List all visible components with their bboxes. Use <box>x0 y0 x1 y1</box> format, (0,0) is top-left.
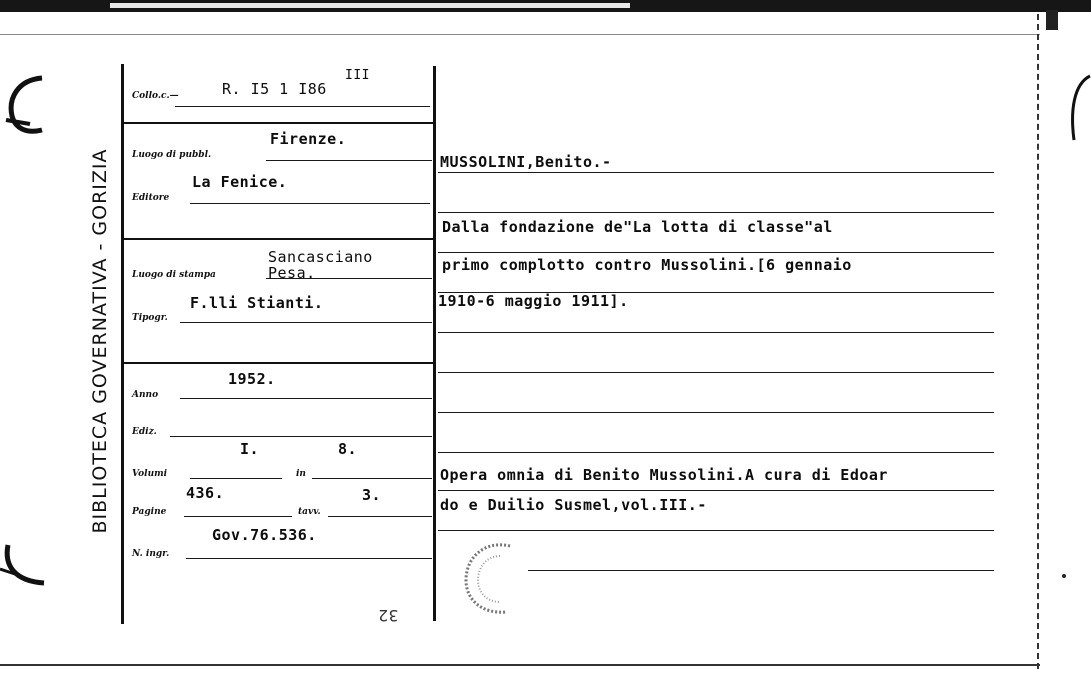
collocazione-value: R. I5 1 I86 <box>222 80 327 98</box>
series-line-2: do e Duilio Susmel,vol.III.- <box>440 496 707 514</box>
section-rule-3 <box>124 362 436 364</box>
editore-label: Editore <box>132 193 170 203</box>
rule-in <box>312 478 432 479</box>
volumi-value: I. <box>240 440 260 458</box>
in-value: 8. <box>338 440 358 458</box>
card-top-border <box>0 34 1040 35</box>
punch-hole-left-top-icon <box>0 70 60 140</box>
left-column-left-rule <box>121 64 124 624</box>
section-rule-2 <box>124 238 436 240</box>
card-right-border <box>1037 14 1039 669</box>
right-rule-6 <box>438 372 994 373</box>
tipogr-label: Tipogr. <box>132 313 168 323</box>
ediz-label: Ediz. <box>132 427 157 437</box>
rule-anno <box>180 398 432 399</box>
rule-tipogr <box>180 322 432 323</box>
bottom-mark: 32 <box>378 606 399 625</box>
title-line-2: primo complotto contro Mussolini.[6 gennaio <box>442 256 852 274</box>
punch-hole-left-bottom-icon <box>0 525 60 595</box>
left-column-right-rule <box>433 66 436 621</box>
right-rule-11 <box>528 570 994 571</box>
right-rule-9 <box>438 490 994 491</box>
anno-value: 1952. <box>228 370 276 388</box>
volumi-label: Volumi <box>132 469 168 479</box>
rule-n-ingr <box>186 558 432 559</box>
library-stamp-icon <box>454 536 524 620</box>
tipogr-value: F.lli Stianti. <box>190 294 324 312</box>
right-edge-mark <box>1046 10 1058 30</box>
right-rule-1 <box>438 172 994 173</box>
right-rule-2 <box>438 212 994 213</box>
collocazione-label: Collo.c.— <box>132 91 179 101</box>
rule-editore <box>190 203 430 204</box>
editore-value: La Fenice. <box>192 173 288 191</box>
stray-dot <box>1062 574 1066 578</box>
in-label: in <box>296 469 306 479</box>
luogo-pubbl-value: Firenze. <box>270 130 347 148</box>
rule-pagine <box>184 516 292 517</box>
rule-volumi <box>190 478 282 479</box>
pagine-value: 436. <box>186 484 225 502</box>
luogo-stampa-value-2: Pesa. <box>268 264 316 282</box>
punch-hole-right-icon <box>1060 70 1091 160</box>
rule-coll <box>175 106 430 107</box>
right-rule-8 <box>438 452 994 453</box>
right-rule-7 <box>438 412 994 413</box>
pagine-label: Pagine <box>132 507 167 517</box>
card-bottom-border <box>0 664 1040 666</box>
anno-label: Anno <box>132 390 159 400</box>
right-rule-3 <box>438 252 994 253</box>
luogo-stampa-label: Luogo di stampa <box>132 270 216 280</box>
title-line-3: 1910-6 maggio 1911]. <box>438 292 629 310</box>
title-line-1: Dalla fondazione de"La lotta di classe"al <box>442 218 833 236</box>
rule-luogo <box>266 160 432 161</box>
n-ingr-value: Gov.76.536. <box>212 526 317 544</box>
rule-ediz <box>170 436 432 437</box>
library-side-label: BIBLIOTECA GOVERNATIVA - GORIZIA <box>89 148 111 534</box>
tav-value: 3. <box>362 486 382 504</box>
author-heading: MUSSOLINI,Benito.- <box>440 153 612 171</box>
right-rule-5 <box>438 332 994 333</box>
right-rule-10 <box>438 530 994 531</box>
series-line-1: Opera omnia di Benito Mussolini.A cura di Edoar <box>440 466 888 484</box>
top-edge-gap <box>110 3 630 8</box>
rule-tav <box>328 516 432 517</box>
tav-label: tavv. <box>298 507 321 517</box>
n-ingr-label: N. ingr. <box>132 549 170 559</box>
luogo-pubbl-label: Luogo di pubbl. <box>132 150 212 160</box>
section-rule-1 <box>124 122 436 124</box>
luogo-stampa-value-1: Sancasciano <box>268 248 373 266</box>
collocazione-superscript: III <box>345 68 370 83</box>
